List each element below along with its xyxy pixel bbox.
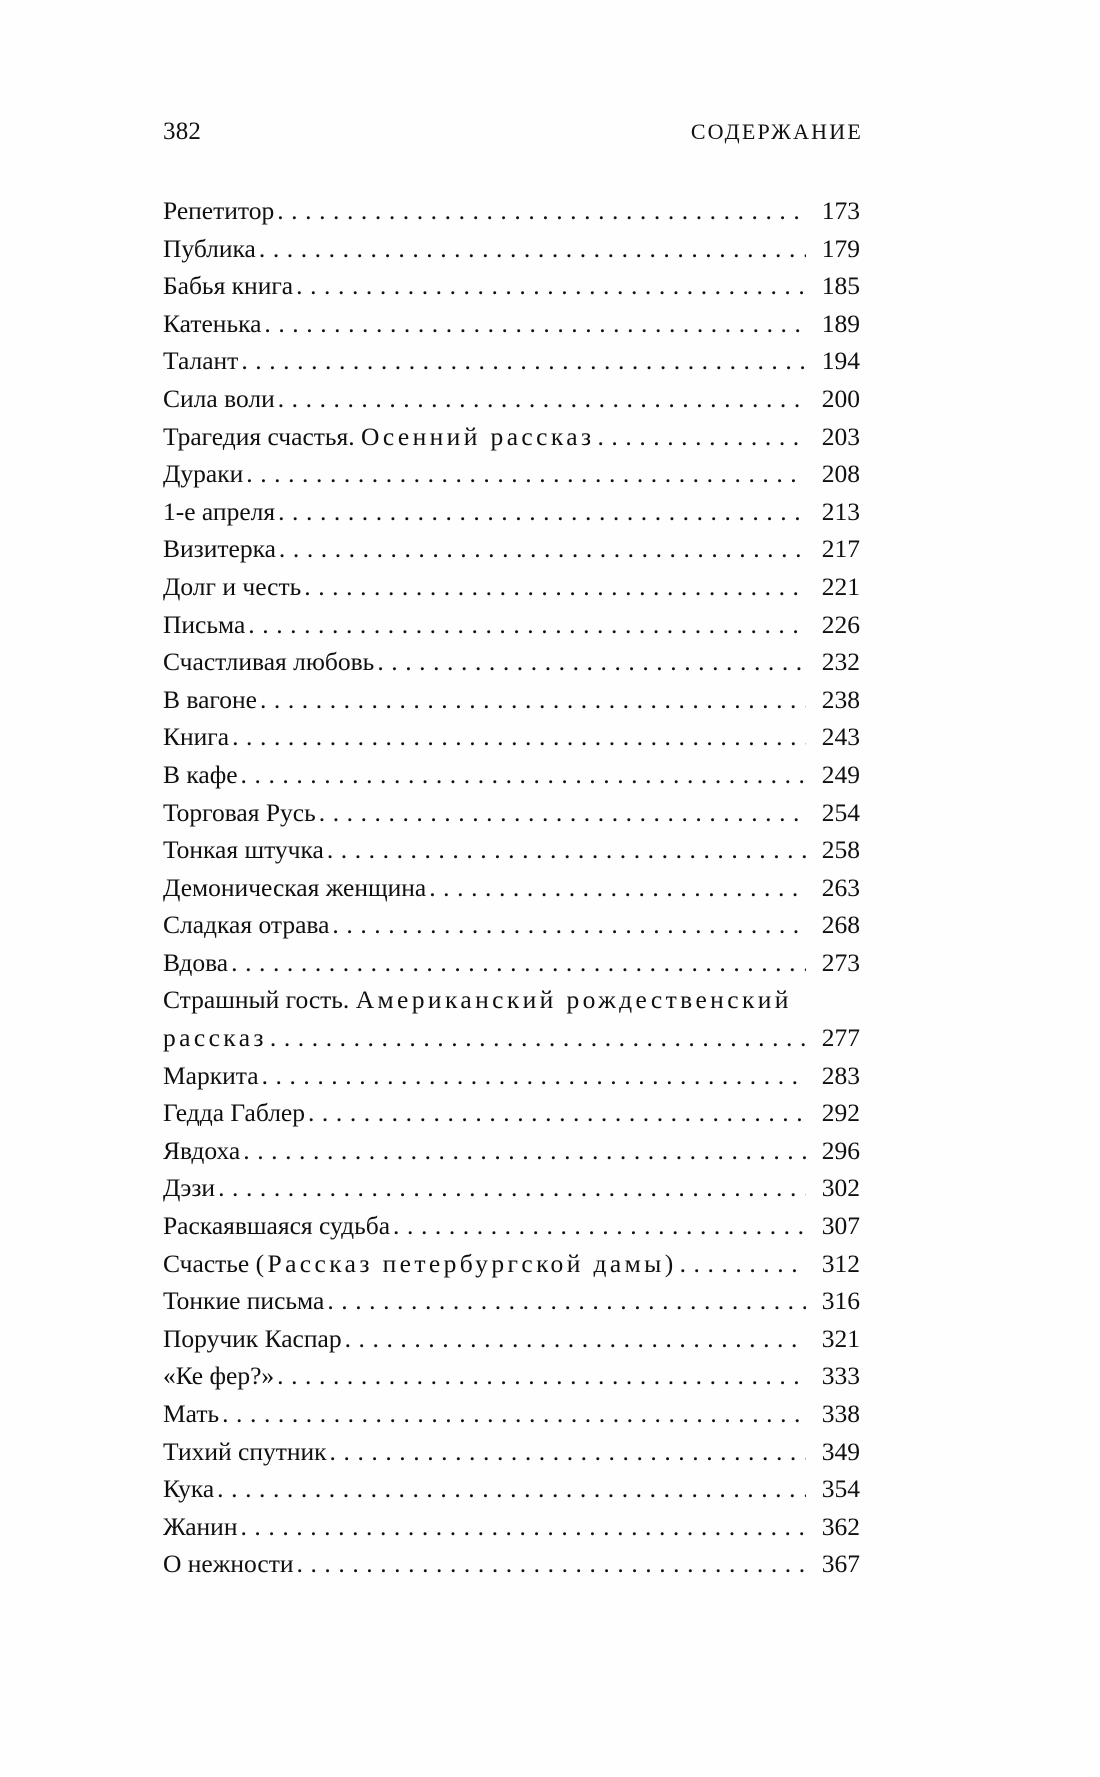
toc-entry-page-number: 189 [821,308,860,338]
toc-entry[interactable] [163,718,860,756]
toc-leader-dots [246,467,806,493]
toc-entry-title: В вагоне [163,684,257,714]
toc-leader-dots [308,1106,806,1132]
toc-entry-title: Торговая Русь [163,797,316,827]
toc-entry-title: Сила воли [163,383,275,413]
toc-leader-dots [277,1370,806,1396]
toc-entry-page-number: 349 [821,1436,860,1466]
toc-entry[interactable] [163,1245,860,1283]
toc-entry-page-number: 213 [821,496,860,526]
toc-leader-dots [393,1219,806,1245]
toc-entry-page-number: 316 [821,1286,860,1316]
toc-entry-page-number: 362 [821,1511,860,1541]
toc-leader-dots [217,1482,806,1508]
toc-entry[interactable] [163,1019,860,1057]
toc-leader-dots [248,618,806,644]
toc-entry-title: О нежности [163,1549,294,1579]
toc-entry-page-number: 338 [821,1399,860,1428]
toc-leader-dots [222,1407,806,1433]
toc-entry[interactable] [163,606,860,644]
toc-entry-title: Долг и честь [163,571,302,601]
toc-entry-page-number: 268 [821,910,860,940]
toc-entry[interactable] [163,493,860,531]
toc-entry[interactable] [163,1433,860,1471]
toc-entry-page-number: 254 [821,797,860,827]
toc-leader-dots [330,1445,806,1471]
toc-entry-page-number: 283 [821,1060,860,1090]
toc-entry-title: Мать [163,1399,220,1428]
toc-entry[interactable] [163,230,860,268]
toc-leader-dots [259,242,806,268]
toc-leader-dots [277,204,806,230]
toc-entry-title: Письма [163,609,246,639]
toc-entry-title: Бабья книга [163,271,294,301]
toc-entry-page-number: 200 [821,383,860,413]
toc-entry-page-number: 296 [821,1135,860,1165]
toc-entry-title: Гедда Габлер [163,1098,305,1128]
toc-leader-dots [243,1144,806,1170]
toc-entry[interactable] [163,869,860,907]
toc-entry-title: Счастливая любовь [163,647,375,677]
toc-entry-title: Трагедия счастья. Осенний рассказ [163,421,595,451]
toc-entry-page-number: 249 [821,759,860,789]
toc-entry-title: Дураки [163,459,244,489]
toc-entry-title: Вдова [163,947,229,977]
toc-entry-page-number: 185 [821,271,860,301]
toc-entry-page-number: 238 [821,684,860,714]
toc-leader-dots [278,392,806,418]
toc-entry[interactable] [163,1132,860,1170]
toc-entry-page-number: 226 [821,609,860,639]
toc-entry-page-number: 321 [821,1323,860,1353]
toc-entry-title: Публика [163,233,256,263]
toc-entry[interactable] [163,643,860,681]
toc-entry-title: «Ке фер?» [163,1361,275,1391]
toc-entry-title: 1-е апреля [163,496,276,526]
toc-entry[interactable] [163,192,860,230]
toc-leader-dots [240,1520,806,1546]
toc-entry[interactable] [163,906,860,944]
toc-entry-title: Счастье (Рассказ петербургской дамы) [163,1248,677,1278]
toc-leader-dots [279,542,806,568]
toc-entry[interactable] [163,1545,860,1583]
toc-entry[interactable] [163,1395,860,1433]
toc-entry[interactable] [163,380,860,418]
toc-leader-dots [264,317,806,343]
page-title: СОДЕРЖАНИЕ [690,119,863,144]
toc-entry-title: Раскаявшаяся судьба [163,1211,391,1241]
toc-entry[interactable] [163,1320,860,1358]
toc-leader-dots [680,1257,806,1283]
toc-entry-page-number: 243 [821,722,860,752]
toc-entry-page-number: 333 [821,1361,860,1391]
toc-entry-page-number: 217 [821,534,860,564]
toc-entry[interactable] [163,981,860,1019]
toc-entry-page-number: 312 [821,1248,860,1278]
toc-leader-dots [332,918,806,944]
toc-leader-dots [218,1182,806,1208]
toc-entry-title: Кука [163,1474,215,1504]
toc-entry[interactable] [163,831,860,869]
toc-entry-page-number: 307 [821,1211,860,1241]
toc-entry-subtitle: (Рассказ петербургской дамы) [255,1248,677,1278]
toc-entry[interactable] [163,455,860,493]
toc-entry-page-number: 208 [821,459,860,489]
toc-entry-page-number: 258 [821,835,860,865]
toc-entry-subtitle: рассказ [163,1023,267,1053]
toc-entry-title: Визитерка [163,534,276,564]
toc-entry-subtitle: Осенний рассказ [361,421,595,451]
toc-entry-page-number: 273 [821,947,860,977]
toc-leader-dots [304,580,806,606]
toc-entry-title: Катенька [163,308,262,338]
toc-entry-page-number: 194 [821,346,860,376]
toc-entry-title: Тонкие письма [163,1286,325,1316]
toc-leader-dots [297,1557,806,1583]
toc-entry-page-number: 302 [821,1173,860,1203]
toc-entry-page-number: 179 [821,233,860,263]
toc-leader-dots [597,430,806,456]
toc-entry[interactable] [163,1094,860,1132]
page-folio: 382 [163,118,202,145]
toc-leader-dots [429,881,806,907]
toc-entry-title [163,1019,267,1057]
toc-entry-page-number: 263 [821,872,860,902]
toc-entry-title: Жанин [163,1511,238,1541]
toc-entry-title: Репетитор [163,196,275,225]
toc-leader-dots [241,768,806,794]
toc-entry[interactable] [163,305,860,343]
toc-entry[interactable] [163,1207,860,1245]
toc-entry[interactable] [163,681,860,719]
toc-leader-dots [262,1069,806,1095]
toc-leader-dots [232,730,806,756]
toc-entry-title: Тонкая штучка [163,835,324,865]
toc-entry-page-number: 173 [821,196,860,225]
toc-leader-dots [319,806,806,832]
toc-entry-page-number: 232 [821,647,860,677]
toc-leader-dots [270,1031,806,1057]
toc-entry-subtitle: Американский рождественский [355,985,792,1015]
toc-leader-dots [377,655,806,681]
toc-entry[interactable] [163,1357,860,1395]
toc-entry-title: Демоническая женщина [163,872,427,902]
toc-leader-dots [327,843,806,869]
toc-entry-title: Поручик Каспар [163,1323,342,1353]
toc-entry-page-number: 221 [821,571,860,601]
toc-entry-title: Маркита [163,1060,259,1090]
toc-entry-title: Страшный гость. Американский рождественский [163,985,792,1015]
toc-entry-page-number: 367 [821,1549,860,1579]
toc-entry-title: Тихий спутник [163,1436,327,1466]
toc-entry[interactable] [163,1169,860,1207]
toc-entry[interactable] [163,944,860,982]
toc-entry-title: В кафе [163,759,238,789]
toc-entry-page-number: 354 [821,1474,860,1504]
toc-entry-title: Сладкая отрава [163,910,330,940]
running-head [163,118,863,146]
toc-entry[interactable] [163,1282,860,1320]
toc-entry-title: Дэзи [163,1173,216,1203]
toc-entry-title: Книга [163,722,230,752]
toc-leader-dots [231,956,806,982]
toc-leader-dots [278,505,806,531]
table-of-contents [163,192,860,1583]
toc-entry-page-number: 277 [821,1023,860,1053]
toc-entry[interactable] [163,568,860,606]
toc-entry[interactable] [163,1057,860,1095]
toc-entry-page-number: 203 [821,421,860,451]
toc-entry[interactable] [163,267,860,305]
toc-entry-title: Явдоха [163,1135,241,1165]
toc-leader-dots [345,1332,806,1358]
toc-leader-dots [296,279,806,305]
toc-entry[interactable] [163,418,860,456]
toc-entry[interactable] [163,530,860,568]
toc-leader-dots [241,354,806,380]
toc-entry[interactable] [163,1508,860,1546]
toc-leader-dots [260,693,806,719]
toc-entry-page-number: 292 [821,1098,860,1128]
toc-entry[interactable] [163,756,860,794]
toc-entry[interactable] [163,1470,860,1508]
toc-entry-title: Талант [163,346,239,376]
toc-entry[interactable] [163,794,860,832]
toc-leader-dots [327,1294,806,1320]
toc-entry[interactable] [163,342,860,380]
